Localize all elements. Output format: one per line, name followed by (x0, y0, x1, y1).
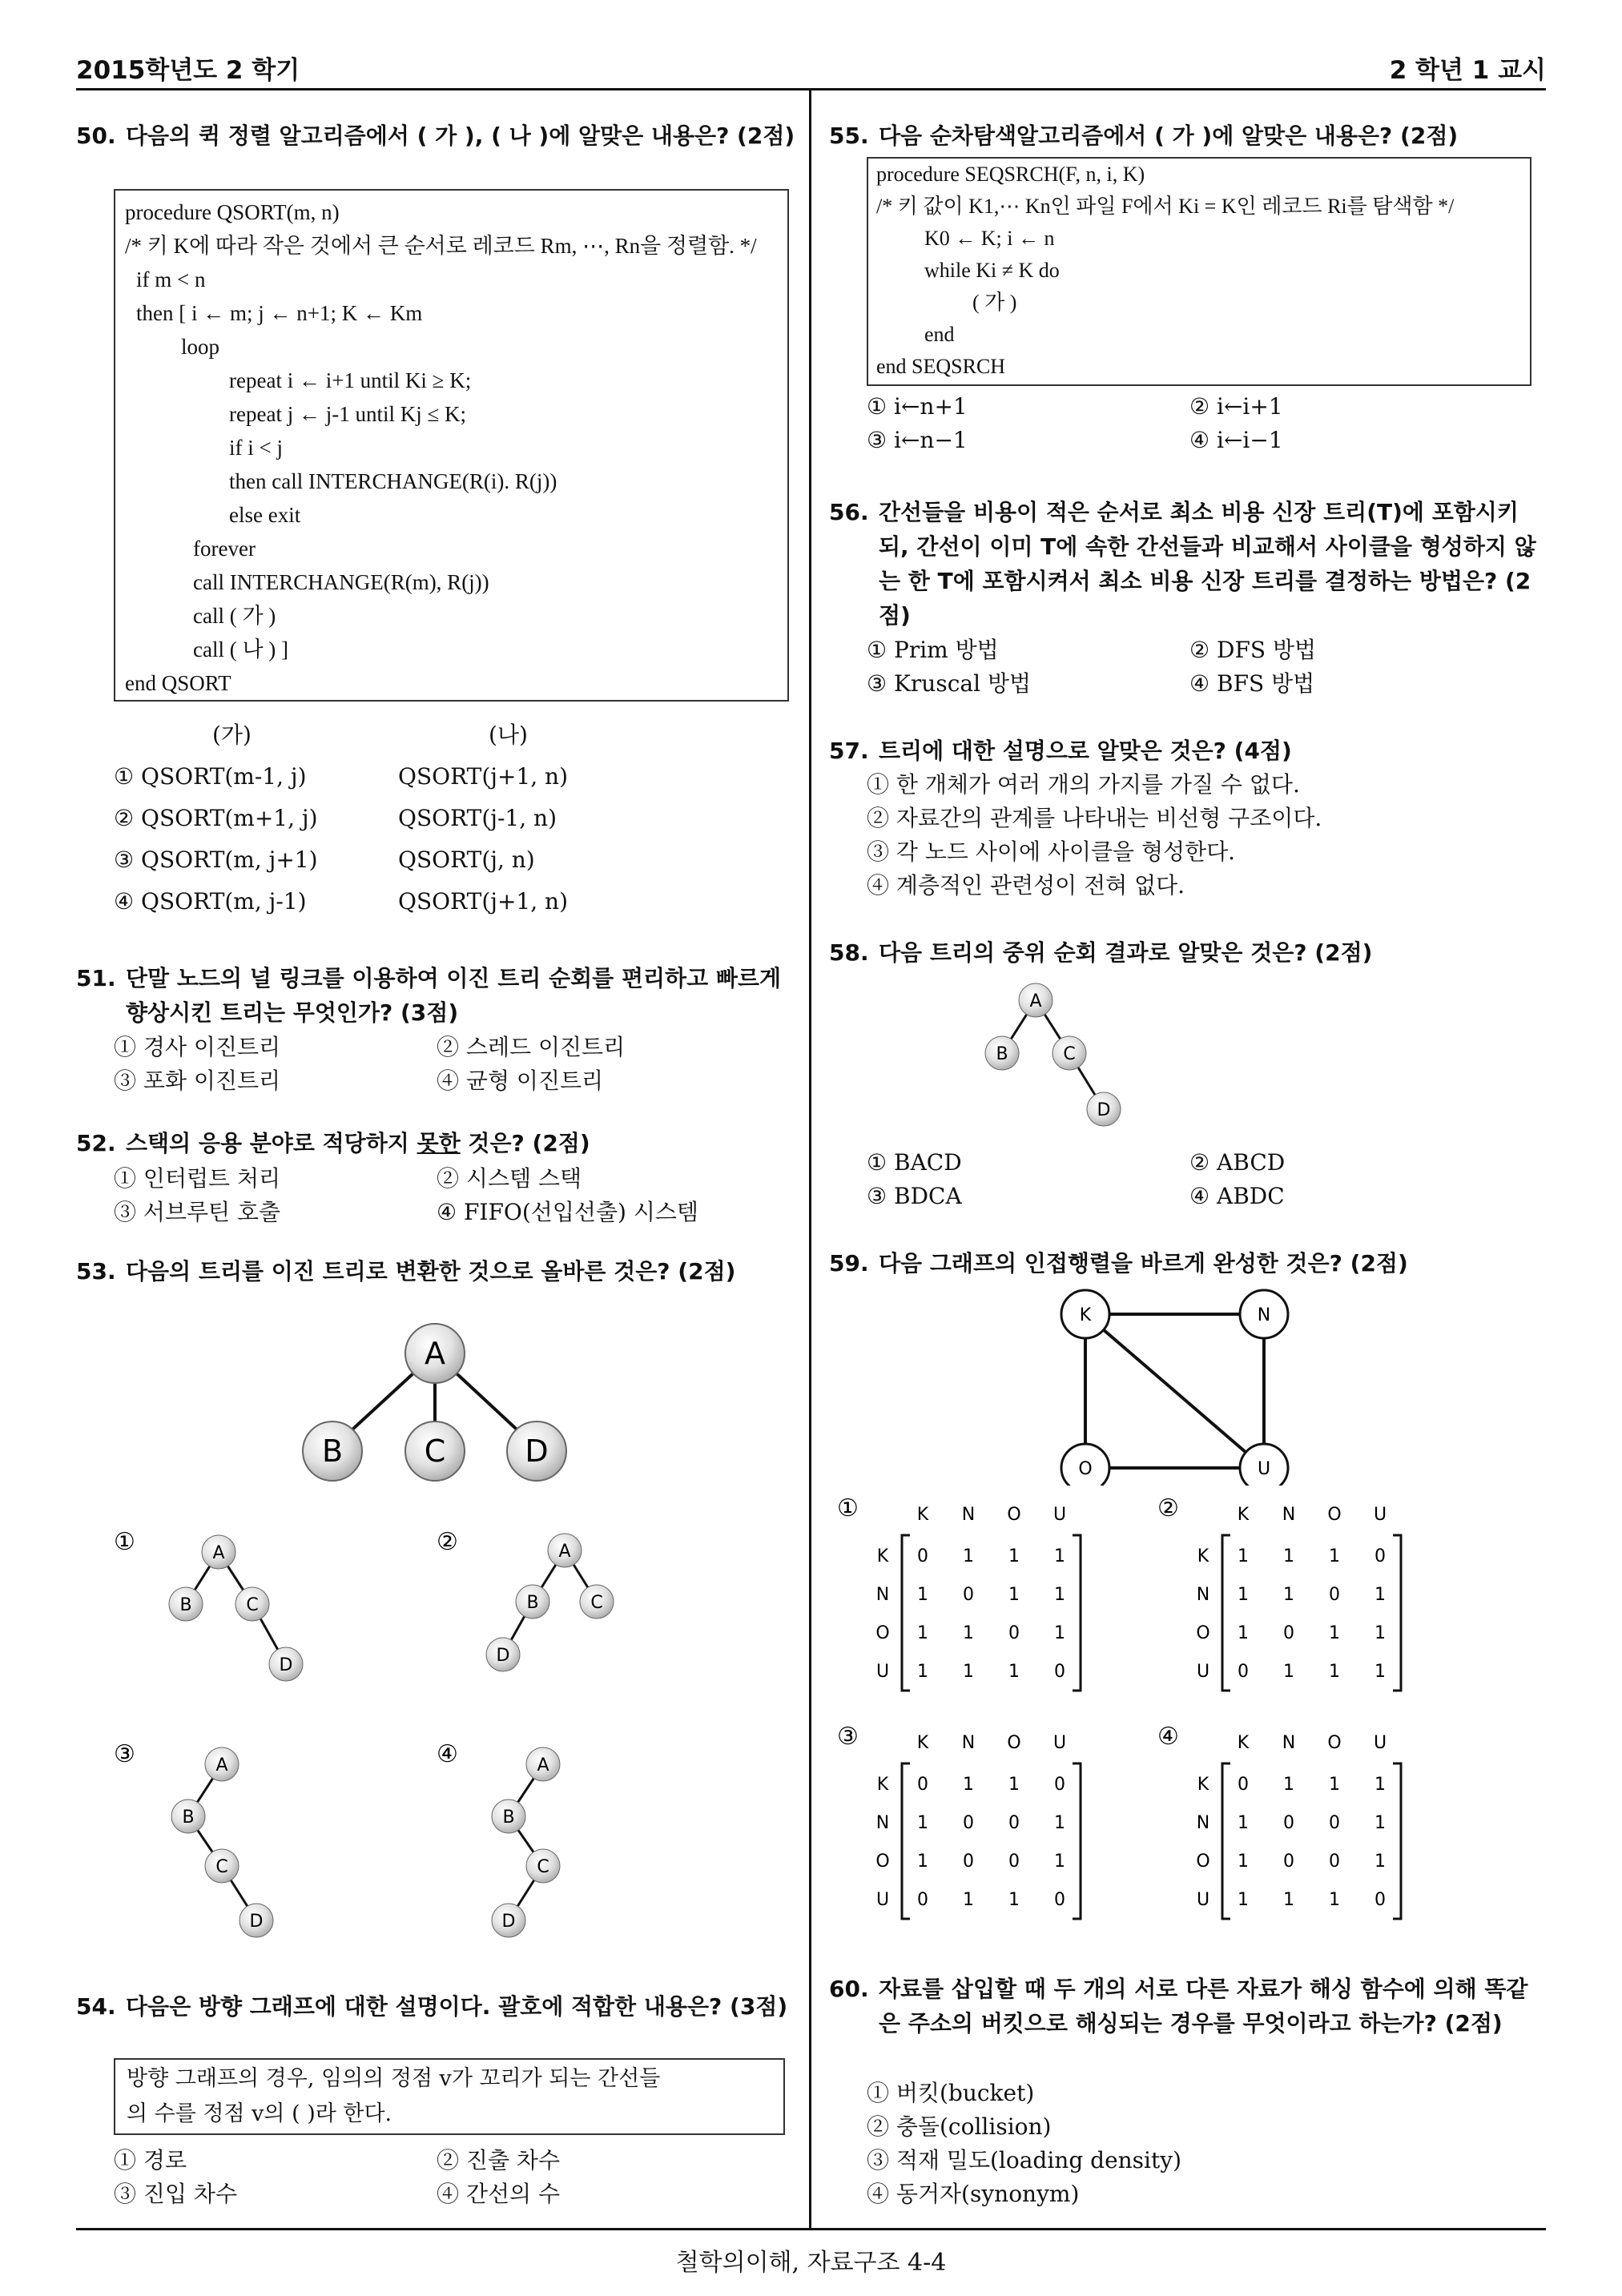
q54-option-1[interactable]: ① 경로 (114, 2147, 187, 2173)
tree-node-a (548, 1534, 582, 1567)
option-number: ② (114, 805, 135, 831)
option-b: QSORT(j-1, n) (398, 805, 557, 831)
q57-text: 트리에 대한 설명으로 알맞은 것은? (4점) (879, 738, 1292, 764)
matrix-row-header: K (876, 1775, 889, 1795)
q56-question (829, 495, 1546, 633)
option-a: QSORT(m-1, j) (141, 763, 307, 790)
matrix-row-header: N (875, 1585, 890, 1605)
code-line: end SEQSRCH (876, 355, 1006, 378)
svg-text:U: U (1257, 1459, 1271, 1479)
matrix-cell: 1 (1238, 1546, 1249, 1566)
matrix-cell: 0 (1238, 1775, 1249, 1795)
matrix-option-label: ③ (837, 1723, 859, 1751)
matrix-row-header: K (1197, 1546, 1209, 1566)
code-line: then [ i ← m; j ← n+1; K ← Km (136, 301, 423, 325)
q60-option-2[interactable]: ② 충돌(collision) (867, 2113, 1052, 2140)
matrix-cell: 1 (1008, 1662, 1020, 1682)
matrix-cell: 1 (1283, 1585, 1294, 1605)
matrix-row-header: U (875, 1662, 890, 1682)
q57-number: 57. (829, 738, 869, 764)
option-number: ③ (114, 846, 135, 873)
graph-vertex-k (1061, 1290, 1109, 1338)
q58-option-2[interactable]: ② ABCD (1189, 1149, 1286, 1176)
q53-option-3-label: ③ (114, 1740, 135, 1768)
matrix-row-header: U (1196, 1662, 1210, 1682)
code-line: else exit (229, 503, 301, 527)
matrix-cell: 1 (1008, 1775, 1020, 1795)
q59-text: 다음 그래프의 인접행렬을 바르게 완성한 것은? (2점) (879, 1250, 1408, 1277)
code-line: call INTERCHANGE(R(m), R(j)) (193, 570, 489, 594)
matrix-cell: 1 (1374, 1662, 1386, 1682)
q58-option-3[interactable]: ③ BDCA (867, 1183, 962, 1209)
matrix-row-header: O (875, 1852, 890, 1872)
q55-option-2[interactable]: ② i←i+1 (1189, 393, 1283, 420)
q53-number: 53. (76, 1258, 116, 1285)
header-right: 2 학년 1 교시 (1389, 56, 1546, 85)
matrix-cell: 1 (1238, 1890, 1249, 1910)
option-b: QSORT(j+1, n) (398, 763, 568, 790)
tree-node-a (1019, 983, 1052, 1017)
q59-question (829, 1246, 1546, 1281)
matrix-cell: 0 (963, 1585, 974, 1605)
svg-text:D: D (1097, 1100, 1111, 1120)
matrix-cell: 0 (1238, 1662, 1249, 1682)
q54-box-line-1: 방향 그래프의 경우, 임의의 정점 v가 꼬리가 되는 간선들 (127, 2066, 661, 2091)
q56-option-2[interactable]: ② DFS 방법 (1189, 637, 1317, 663)
tree-node-c (235, 1587, 269, 1621)
matrix-col-header: K (916, 1505, 929, 1525)
tree-node-d (492, 1904, 525, 1937)
graph-vertex-n (1240, 1290, 1288, 1338)
q58-tree (961, 973, 1153, 1141)
q53-figures (0, 0, 809, 2228)
matrix-cell: 1 (917, 1662, 928, 1682)
matrix-right-bracket (1073, 1535, 1081, 1691)
matrix-col-header: N (961, 1505, 976, 1525)
q53-option-1-label: ① (114, 1528, 135, 1556)
q53-option-4-label: ④ (437, 1740, 458, 1768)
option-a: QSORT(m, j+1) (141, 846, 318, 873)
q52-option-3[interactable]: ③ 서브루틴 호출 (114, 1199, 281, 1225)
option-number: ④ (114, 888, 135, 915)
matrix-right-bracket (1393, 1763, 1401, 1919)
q58-number: 58. (829, 939, 869, 966)
tree-node-d (239, 1904, 273, 1937)
tree-node-b (171, 1799, 205, 1833)
matrix-cell: 1 (963, 1546, 974, 1566)
matrix-cell: 1 (1329, 1890, 1340, 1910)
q52-number: 52. (76, 1130, 116, 1156)
matrix-cell: 1 (917, 1585, 928, 1605)
matrix-right-bracket (1073, 1763, 1081, 1919)
q52-option-2[interactable]: ② 시스템 스택 (437, 1165, 582, 1192)
svg-text:A: A (425, 1336, 445, 1371)
matrix-cell: 1 (1283, 1546, 1294, 1566)
q60-option-3[interactable]: ③ 적재 밀도(loading density) (867, 2147, 1182, 2173)
matrix-row-header: O (1196, 1852, 1210, 1872)
tree-node-b (169, 1587, 203, 1621)
graph-vertex-u (1240, 1444, 1288, 1486)
q59-option-2[interactable] (1157, 1494, 1401, 1691)
matrix-cell: 1 (963, 1890, 974, 1910)
q58-question (829, 935, 1546, 970)
q60-text: 자료를 삽입할 때 두 개의 서로 다른 자료가 해싱 함수에 의해 똑같은 주소의 버킷으로 해싱되는 경우를 무엇이라고 하는가? (2점) (879, 1976, 1528, 2037)
code-line: end QSORT (125, 671, 231, 695)
code-line: end (924, 323, 955, 346)
column-divider (809, 88, 811, 2228)
tree-node-c (1052, 1036, 1086, 1070)
q51-option-3[interactable]: ③ 포화 이진트리 (114, 1068, 281, 1094)
q54-definition-box (114, 2058, 785, 2135)
matrix-col-header: O (1007, 1505, 1021, 1525)
code-line: /* 키 값이 K1,⋯ Kn인 파일 F에서 Ki = K인 레코드 Ri를 탐색함 */ (876, 195, 1455, 218)
tree-node-c (580, 1585, 614, 1618)
q57-option-1[interactable]: ① 한 개체가 여러 개의 가지를 가질 수 없다. (867, 771, 1300, 798)
q57-option-3[interactable]: ③ 각 노드 사이에 사이클을 형성한다. (867, 838, 1236, 865)
code-line: while Ki ≠ K do (924, 259, 1060, 282)
q55-option-3[interactable]: ③ i←n−1 (867, 427, 968, 453)
q55-option-1[interactable]: ① i←n+1 (867, 393, 968, 420)
matrix-cell: 0 (1283, 1813, 1294, 1833)
matrix-cell: 1 (1329, 1775, 1340, 1795)
matrix-option-label: ④ (1157, 1723, 1179, 1751)
svg-text:C: C (590, 1593, 603, 1613)
matrix-row-header: U (875, 1890, 890, 1910)
matrix-col-header: N (1282, 1505, 1296, 1525)
matrix-cell: 0 (1054, 1890, 1065, 1910)
svg-text:C: C (215, 1857, 228, 1877)
matrix-cell: 1 (1054, 1585, 1065, 1605)
q52-option-1[interactable]: ① 인터럽트 처리 (114, 1165, 281, 1192)
matrix-cell: 1 (963, 1662, 974, 1682)
option-b: QSORT(j+1, n) (398, 888, 568, 915)
matrix-cell: 0 (1008, 1852, 1020, 1872)
q54-option-3[interactable]: ③ 진입 차수 (114, 2181, 237, 2207)
q54-option-4[interactable]: ④ 간선의 수 (437, 2181, 560, 2207)
code-line: call ( 나 ) ] (193, 637, 289, 661)
svg-text:B: B (182, 1807, 195, 1828)
q59-option-1[interactable] (837, 1494, 1081, 1691)
svg-text:B: B (179, 1595, 192, 1615)
matrix-col-header: K (916, 1733, 929, 1753)
svg-text:A: A (212, 1543, 225, 1563)
q51-option-1[interactable]: ① 경사 이진트리 (114, 1034, 281, 1060)
matrix-col-header: N (1282, 1733, 1296, 1753)
matrix-col-header: U (1373, 1505, 1387, 1525)
code-line: forever (193, 537, 256, 561)
q52-option-4[interactable]: ④ FIFO(선입선출) 시스템 (437, 1199, 698, 1225)
q56-text: 간선들을 비용이 적은 순서로 최소 비용 신장 트리(T)에 포함시키되, 간선이 이미 T에 속한 간선들과 비교해서 사이클을 형성하지 않는 한 T에 포함시켜서 최소 비용 신장 트리를 결정하는 방법은? (2점) (879, 499, 1536, 629)
svg-text:D: D (525, 1433, 549, 1469)
code-line: ( 가 ) (972, 291, 1017, 314)
q60-option-1[interactable]: ① 버킷(bucket) (867, 2080, 1035, 2106)
graph-vertex-o (1061, 1444, 1109, 1486)
matrix-row-header: K (876, 1546, 889, 1566)
svg-text:A: A (215, 1755, 228, 1775)
footer-rule (76, 2228, 1546, 2230)
matrix-cell: 1 (917, 1852, 928, 1872)
q50-col-na: (나) (489, 722, 528, 748)
q58-text: 다음 트리의 중위 순회 결과로 알맞은 것은? (2점) (879, 939, 1373, 966)
option-number: ① (114, 763, 135, 790)
svg-text:D: D (496, 1646, 510, 1666)
matrix-cell: 1 (1238, 1813, 1249, 1833)
q60-number: 60. (829, 1976, 869, 2002)
q50-text: 다음의 퀵 정렬 알고리즘에서 ( 가 ), ( 나 )에 알맞은 내용은? (2점) (126, 123, 795, 149)
option-b: QSORT(j, n) (398, 846, 535, 873)
q56-option-4[interactable]: ④ BFS 방법 (1189, 670, 1315, 697)
header-left: 2015학년도 2 학기 (76, 56, 300, 85)
matrix-cell: 0 (1054, 1775, 1065, 1795)
matrix-cell: 1 (1329, 1662, 1340, 1682)
tree-node-d (486, 1638, 520, 1671)
matrix-col-header: K (1237, 1505, 1250, 1525)
matrix-row-header: K (1197, 1775, 1209, 1795)
matrix-left-bracket (1222, 1535, 1230, 1691)
matrix-cell: 0 (917, 1546, 928, 1566)
tree-node-a (526, 1747, 560, 1781)
q59-graph (1041, 1285, 1298, 1486)
code-line: repeat j ← j-1 until Kj ≤ K; (229, 402, 467, 426)
matrix-cell: 0 (1283, 1623, 1294, 1643)
q51-number: 51. (76, 965, 116, 991)
q59-matrix-options (833, 1494, 1554, 1942)
matrix-cell: 1 (1283, 1890, 1294, 1910)
matrix-row-header: U (1196, 1890, 1210, 1910)
matrix-left-bracket (902, 1535, 910, 1691)
q57-option-2[interactable]: ② 자료간의 관계를 나타내는 비선형 구조이다. (867, 805, 1322, 831)
matrix-cell: 0 (1283, 1852, 1294, 1872)
q54-box-line-2: 의 수를 정점 v의 ( )라 한다. (127, 2101, 392, 2126)
matrix-cell: 1 (1054, 1546, 1065, 1566)
code-line: then call INTERCHANGE(R(i). R(j)) (229, 469, 557, 493)
svg-text:A: A (1029, 991, 1042, 1011)
matrix-col-header: U (1052, 1505, 1067, 1525)
matrix-col-header: U (1052, 1733, 1067, 1753)
svg-text:D: D (501, 1912, 516, 1932)
tree-node-a (205, 1747, 239, 1781)
matrix-cell: 1 (1238, 1852, 1249, 1872)
tree-node-c (405, 1421, 465, 1481)
code-line: loop (181, 335, 220, 359)
code-line: /* 키 K에 따라 작은 것에서 큰 순서로 레코드 Rm, ⋯, Rn을 정렬함. */ (125, 234, 757, 258)
tree-node-b (985, 1036, 1019, 1070)
matrix-left-bracket (902, 1763, 910, 1919)
q59-option-4[interactable] (1157, 1723, 1401, 1919)
code-line: procedure QSORT(m, n) (125, 200, 340, 224)
matrix-col-header: N (961, 1733, 976, 1753)
tree-node-d (1087, 1092, 1121, 1126)
matrix-cell: 0 (963, 1813, 974, 1833)
q52-text-a: 스택의 응용 분야로 적당하지 (126, 1130, 417, 1156)
q60-option-4[interactable]: ④ 동거자(synonym) (867, 2181, 1080, 2207)
q55-question (829, 119, 1546, 153)
q53-option-3-tree[interactable] (171, 1747, 273, 1937)
matrix-col-header: O (1327, 1733, 1342, 1753)
q55-code-box (867, 157, 1531, 386)
matrix-col-header: O (1007, 1733, 1021, 1753)
tree-node-b (303, 1421, 362, 1481)
matrix-col-header: O (1327, 1505, 1342, 1525)
matrix-cell: 1 (1238, 1623, 1249, 1643)
q53-option-1-tree[interactable] (169, 1535, 303, 1681)
q59-graph-edges (1085, 1314, 1264, 1468)
matrix-row-header: N (1196, 1585, 1210, 1605)
matrix-cell: 1 (1008, 1890, 1020, 1910)
tree-node-c (205, 1849, 239, 1883)
svg-text:B: B (502, 1807, 515, 1828)
q54-text: 다음은 방향 그래프에 대한 설명이다. 괄호에 적합한 내용은? (3점) (126, 1993, 788, 2020)
matrix-cell: 1 (1054, 1623, 1065, 1643)
matrix-row-header: N (1196, 1813, 1210, 1833)
q53-text: 다음의 트리를 이진 트리로 변환한 것으로 올바른 것은? (2점) (126, 1258, 736, 1285)
svg-text:O: O (1078, 1459, 1093, 1479)
code-line: if m < n (136, 267, 206, 292)
q53-option-4-edges (509, 1764, 543, 1920)
matrix-cell: 1 (1008, 1585, 1020, 1605)
q51-option-4[interactable]: ④ 균형 이진트리 (437, 1068, 604, 1094)
code-line: K0 ← K; i ← n (924, 227, 1055, 250)
code-line: repeat i ← i+1 until Ki ≥ K; (229, 368, 472, 392)
tree-node-a (405, 1324, 465, 1383)
matrix-cell: 0 (1008, 1623, 1020, 1643)
svg-text:B: B (996, 1044, 1008, 1064)
matrix-option-label: ① (837, 1494, 859, 1522)
matrix-cell: 1 (1238, 1585, 1249, 1605)
matrix-cell: 1 (963, 1775, 974, 1795)
q60-question (829, 1972, 1546, 2041)
q50-col-ga: (가) (212, 722, 252, 748)
svg-text:D: D (249, 1912, 264, 1932)
tree-node-b (516, 1585, 549, 1618)
q53-option-3-edges (188, 1764, 256, 1920)
matrix-option-label: ② (1157, 1494, 1179, 1522)
q57-question (829, 734, 1546, 768)
matrix-cell: 0 (963, 1852, 974, 1872)
footer-text: 철학의이해, 자료구조 4-4 (675, 2249, 947, 2277)
q59-option-3[interactable] (837, 1723, 1081, 1919)
q52-text-underlined: 못한 (417, 1130, 461, 1156)
svg-text:C: C (246, 1595, 259, 1615)
code-line: procedure SEQSRCH(F, n, i, K) (876, 163, 1145, 186)
matrix-cell: 1 (1374, 1813, 1386, 1833)
matrix-cell: 1 (1374, 1623, 1386, 1643)
matrix-cell: 1 (1283, 1662, 1294, 1682)
code-line: if i < j (229, 436, 283, 460)
matrix-cell: 1 (917, 1623, 928, 1643)
matrix-row-header: O (1196, 1623, 1210, 1643)
matrix-cell: 0 (1329, 1852, 1340, 1872)
q52-text-b: 것은? (2점) (460, 1130, 590, 1156)
matrix-cell: 1 (1374, 1852, 1386, 1872)
matrix-cell: 1 (1374, 1775, 1386, 1795)
matrix-col-header: U (1373, 1733, 1387, 1753)
matrix-cell: 1 (1008, 1546, 1020, 1566)
tree-node-a (202, 1535, 235, 1569)
matrix-cell: 1 (1374, 1585, 1386, 1605)
matrix-left-bracket (1222, 1763, 1230, 1919)
q57-option-4[interactable]: ④ 계층적인 관련성이 전혀 없다. (867, 872, 1185, 899)
matrix-cell: 0 (1008, 1813, 1020, 1833)
q56-option-1[interactable]: ① Prim 방법 (867, 637, 999, 663)
tree-node-c (526, 1849, 560, 1883)
code-line: call ( 가 ) (193, 604, 276, 628)
q55-option-4[interactable]: ④ i←i−1 (1189, 427, 1283, 453)
svg-text:C: C (1063, 1044, 1076, 1064)
svg-text:A: A (558, 1542, 571, 1562)
q59-number: 59. (829, 1250, 869, 1277)
matrix-cell: 0 (1374, 1890, 1386, 1910)
svg-text:D: D (279, 1655, 293, 1675)
matrix-row-header: N (875, 1813, 890, 1833)
svg-text:A: A (537, 1755, 549, 1775)
q51-option-2[interactable]: ② 스레드 이진트리 (437, 1034, 626, 1060)
option-a: QSORT(m+1, j) (141, 805, 318, 831)
tree-node-d (507, 1421, 566, 1481)
q58-option-4[interactable]: ④ ABDC (1189, 1183, 1285, 1209)
matrix-cell: 1 (1329, 1623, 1340, 1643)
option-a: QSORT(m, j-1) (141, 888, 307, 915)
matrix-cell: 1 (1329, 1546, 1340, 1566)
svg-text:C: C (424, 1433, 446, 1469)
matrix-cell: 1 (1054, 1813, 1065, 1833)
svg-text:N: N (1257, 1305, 1271, 1325)
matrix-cell: 0 (1329, 1813, 1340, 1833)
q55-number: 55. (829, 123, 869, 149)
q50-number: 50. (76, 123, 116, 149)
q56-number: 56. (829, 499, 869, 525)
q54-number: 54. (76, 1993, 116, 2020)
q56-option-3[interactable]: ③ Kruscal 방법 (867, 670, 1032, 697)
q54-question (76, 1989, 793, 2024)
matrix-cell: 1 (963, 1623, 974, 1643)
q53-option-2-label: ② (437, 1528, 458, 1556)
matrix-cell: 1 (1054, 1852, 1065, 1872)
q53-option-2-tree[interactable] (486, 1534, 614, 1671)
svg-text:B: B (321, 1433, 344, 1469)
matrix-cell: 1 (1283, 1775, 1294, 1795)
matrix-cell: 0 (1374, 1546, 1386, 1566)
matrix-col-header: K (1237, 1733, 1250, 1753)
tree-node-d (269, 1647, 303, 1681)
q51-text: 단말 노드의 널 링크를 이용하여 이진 트리 순회를 편리하고 빠르게 향상시킨 트리는 무엇인가? (3점) (126, 965, 782, 1026)
svg-text:B: B (526, 1593, 539, 1613)
q54-option-2[interactable]: ② 진출 차수 (437, 2147, 560, 2173)
tree-node-b (492, 1799, 525, 1833)
matrix-cell: 0 (1329, 1585, 1340, 1605)
matrix-cell: 1 (917, 1813, 928, 1833)
svg-text:C: C (537, 1857, 549, 1877)
matrix-right-bracket (1393, 1535, 1401, 1691)
matrix-row-header: O (875, 1623, 890, 1643)
q58-option-1[interactable]: ① BACD (867, 1149, 962, 1176)
q55-text: 다음 순차탐색알고리즘에서 ( 가 )에 알맞은 내용은? (2점) (879, 123, 1459, 149)
svg-text:K: K (1079, 1305, 1092, 1325)
matrix-cell: 0 (917, 1890, 928, 1910)
matrix-cell: 0 (917, 1775, 928, 1795)
matrix-cell: 0 (1054, 1662, 1065, 1682)
